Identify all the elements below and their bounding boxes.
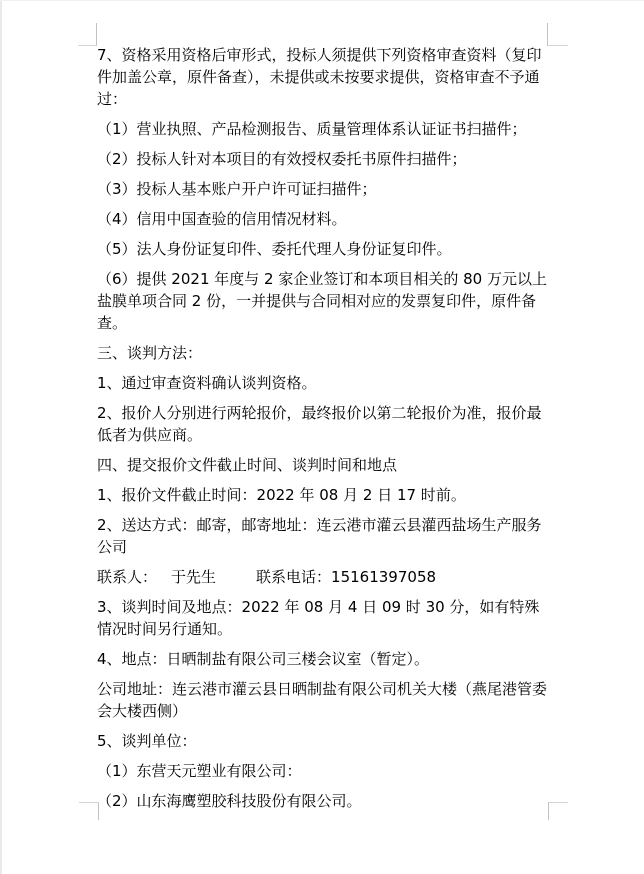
document-text-area[interactable] — [97, 44, 549, 820]
paragraph-doc4-credit-china: （4）信用中国查验的信用情况材料。 — [97, 210, 347, 228]
paragraph-contact-info — [97, 566, 549, 588]
paragraph-method2-two-round-quotes: 2、报价人分别进行两轮报价，最终报价以第二轮报价为准，报价最低者为供应商。 — [97, 404, 542, 444]
page-top-edge — [0, 0, 644, 1]
paragraph-doc5-id-copies: （5）法人身份证复印件、委托代理人身份证复印件。 — [97, 240, 452, 258]
paragraph-company-address: 公司地址：连云港市灌云县日晒制盐有限公司机关大楼（燕尾港管委会大楼西侧） — [97, 680, 548, 720]
contact-phone-number: 15161397058 — [331, 568, 437, 586]
paragraph-quote-deadline: 1、报价文件截止时间：2022 年 08 月 2 日 17 时前。 — [97, 486, 466, 504]
paragraph-method1-confirm-qualification: 1、通过审查资料确认谈判资格。 — [97, 374, 317, 392]
heading-section3-negotiation-method: 三、谈判方法： — [97, 344, 203, 362]
paragraph-unit1-dongying-tianyuan: （1）东营天元塑业有限公司： — [97, 762, 302, 780]
page-left-edge — [0, 0, 2, 874]
paragraph-item7-qualification-review: 7、资格采用资格后审形式，投标人须提供下列资格审查资料（复印件加盖公章，原件备查），未提供或未按要求提供，资格审查不予通过： — [97, 46, 542, 108]
paragraph-delivery-method-address: 2、送达方式：邮寄，邮寄地址：连云港市灌云县灌西盐场生产服务公司 — [97, 516, 542, 556]
contact-person-label: 联系人： — [97, 568, 158, 586]
margin-crop-mark-bottom-left — [79, 802, 99, 820]
contact-person-name: 于先生 — [171, 568, 217, 586]
margin-crop-mark-bottom-right — [548, 802, 568, 820]
margin-crop-mark-top-left — [78, 23, 97, 46]
paragraph-doc2-authorization-letter: （2）投标人针对本项目的有效授权委托书原件扫描件； — [97, 150, 467, 168]
paragraph-doc6-contracts-invoices: （6）提供 2021 年度与 2 家企业签订和本项目相关的 80 万元以上盐膜单项合同 2 份，一并提供与合同相对应的发票复印件，原件备查。 — [97, 270, 547, 332]
heading-section4-deadline-time-place: 四、提交报价文件截止时间、谈判时间和地点 — [97, 456, 398, 474]
paragraph-unit2-shandong-haiying: （2）山东海鹰塑胶科技股份有限公司。 — [97, 792, 362, 810]
paragraph-doc3-bank-account-permit: （3）投标人基本账户开户许可证扫描件； — [97, 180, 377, 198]
paragraph-negotiation-time: 3、谈判时间及地点：2022 年 08 月 4 日 09 时 30 分，如有特殊情况时间另行通知。 — [97, 598, 540, 638]
contact-phone-label: 联系电话： — [256, 568, 332, 586]
heading-item5-negotiation-units: 5、谈判单位： — [97, 732, 197, 750]
paragraph-doc1-business-license: （1）营业执照、产品检测报告、质量管理体系认证证书扫描件； — [97, 120, 527, 138]
margin-crop-mark-top-right — [547, 23, 568, 46]
paragraph-negotiation-place: 4、地点：日晒制盐有限公司三楼会议室（暂定）。 — [97, 650, 430, 668]
